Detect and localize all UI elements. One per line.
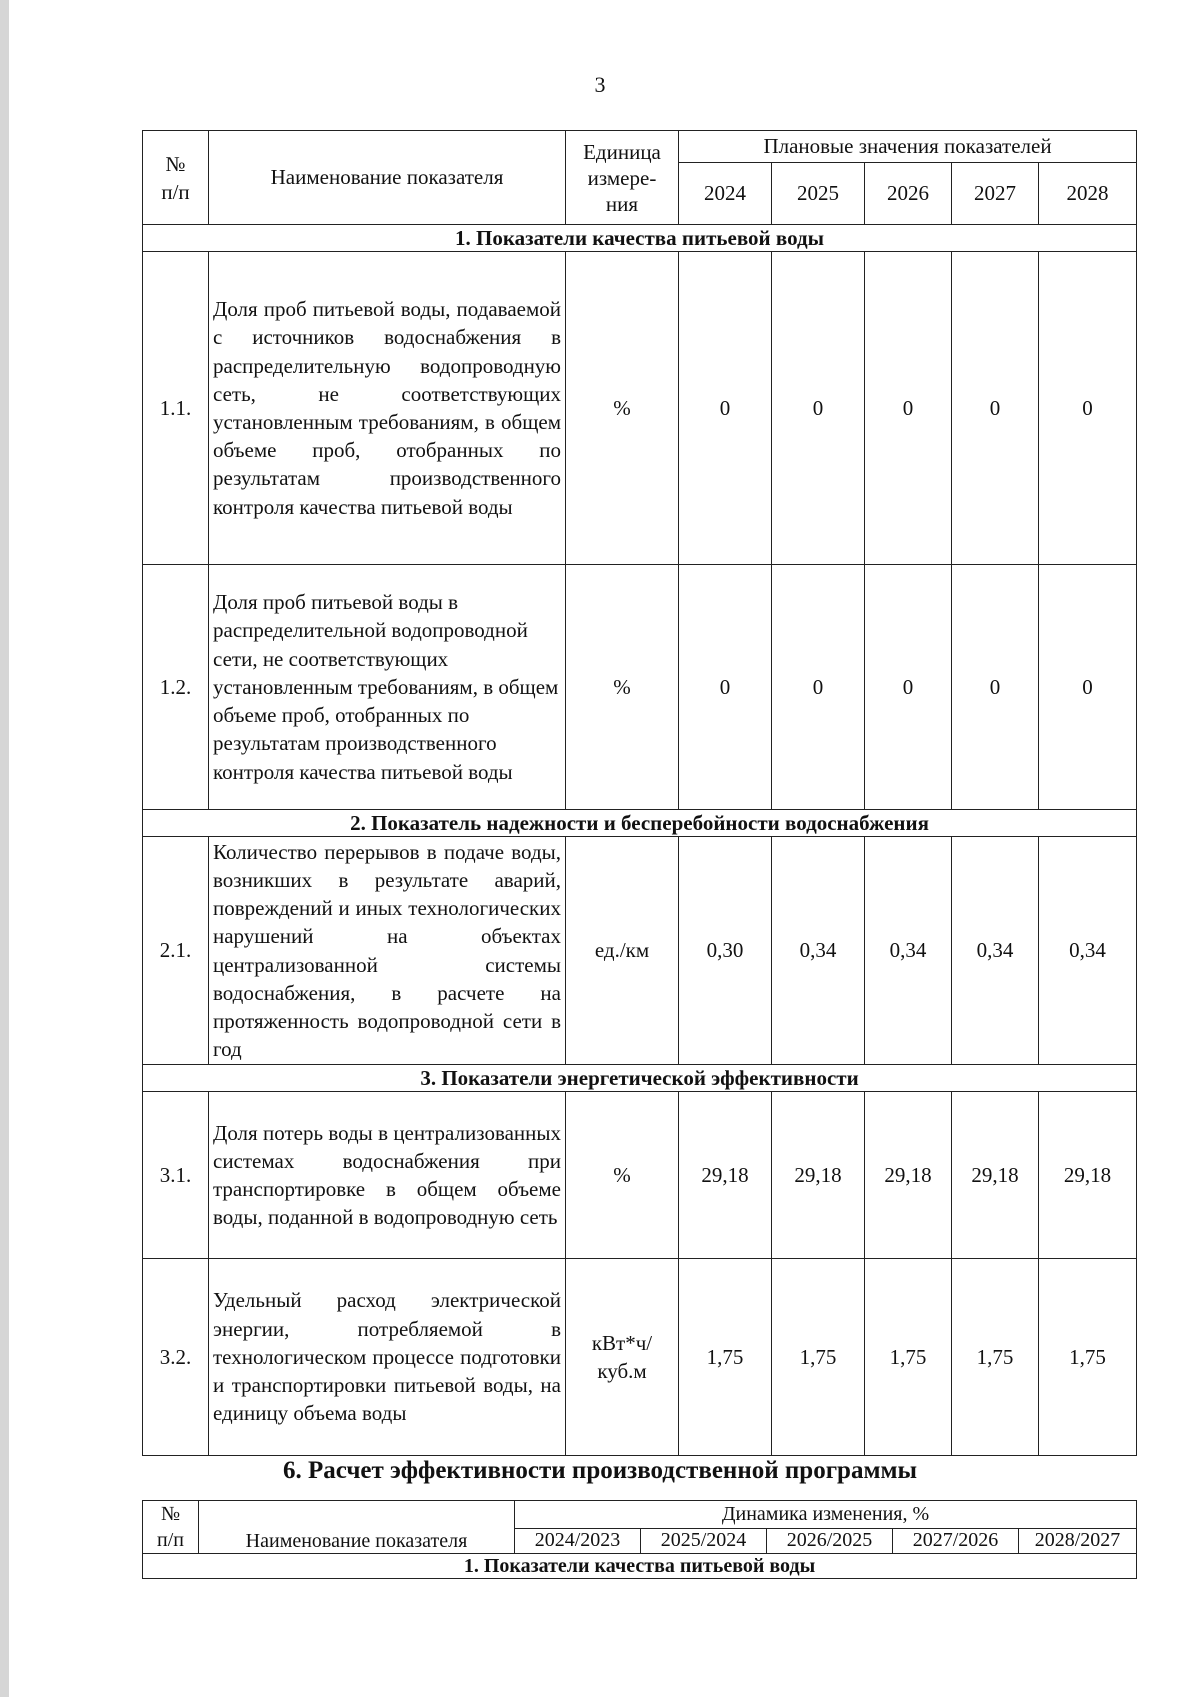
header-name: Наименование показателя	[199, 1501, 515, 1554]
value: 29,18	[952, 1092, 1039, 1259]
header-year: 2027	[952, 163, 1039, 225]
value: 29,18	[772, 1092, 865, 1259]
unit: %	[566, 1092, 679, 1259]
unit: %	[566, 252, 679, 565]
header-period: 2028/2027	[1019, 1528, 1137, 1553]
efficiency-table	[142, 1500, 1137, 1579]
unit: ед./км	[566, 837, 679, 1065]
header-period: 2027/2026	[893, 1528, 1019, 1553]
value: 0	[865, 565, 952, 810]
value: 0,34	[772, 837, 865, 1065]
indicator-name: Доля потерь воды в централизованных системах водоснабжения при транспортировке в общем объеме воды, поданной в водопроводную сеть	[209, 1092, 566, 1259]
indicator-name: Доля проб питьевой воды, подаваемой с источников водоснабжения в распределительную водопроводную сеть, не соответствующих установленным требованиям, в общем объеме проб, отобранных по результатам производственного контроля качества питьевой воды	[209, 252, 566, 565]
planned-indicators-table	[142, 130, 1137, 1456]
value: 0	[865, 252, 952, 565]
section-6-title: 6. Расчет эффективности производственной программы	[282, 1457, 918, 1484]
table-row	[143, 565, 1137, 810]
value: 29,18	[865, 1092, 952, 1259]
row-number: 3.2.	[143, 1259, 209, 1456]
value: 0	[952, 565, 1039, 810]
header-planned: Плановые значения показателей	[679, 131, 1137, 163]
scan-edge	[0, 0, 9, 1697]
section-title: 2. Показатель надежности и бесперебойности водоснабжения	[143, 810, 1137, 837]
header-unit: Единица измере- ния	[566, 131, 679, 225]
value: 29,18	[1039, 1092, 1137, 1259]
indicator-name: Доля проб питьевой воды в распределительной водопроводной сети, не соответствующих установленным требованиям, в общем объеме проб, отобранных по результатам производственного контроля качества питьевой воды	[209, 565, 566, 810]
header-name: Наименование показателя	[209, 131, 566, 225]
value: 0,30	[679, 837, 772, 1065]
value: 0	[952, 252, 1039, 565]
row-number: 3.1.	[143, 1092, 209, 1259]
value: 1,75	[865, 1259, 952, 1456]
value: 0	[772, 565, 865, 810]
value: 1,75	[772, 1259, 865, 1456]
table-row	[143, 252, 1137, 565]
header-year: 2028	[1039, 163, 1137, 225]
header-year: 2024	[679, 163, 772, 225]
header-year: 2025	[772, 163, 865, 225]
section-title: 3. Показатели энергетической эффективности	[143, 1065, 1137, 1092]
value: 0,34	[952, 837, 1039, 1065]
section-title: 1. Показатели качества питьевой воды	[143, 225, 1137, 252]
header-period: 2024/2023	[515, 1528, 641, 1553]
table-row	[143, 837, 1137, 1065]
value: 1,75	[679, 1259, 772, 1456]
unit: кВт*ч/ куб.м	[566, 1259, 679, 1456]
value: 1,75	[952, 1259, 1039, 1456]
row-number: 1.2.	[143, 565, 209, 810]
indicator-name: Количество перерывов в подаче воды, возникших в результате аварий, повреждений и иных технологических нарушений на объектах централизованной системы водоснабжения, в расчете на протяженность водопроводной сети в год	[209, 837, 566, 1065]
value: 0,34	[865, 837, 952, 1065]
value: 1,75	[1039, 1259, 1137, 1456]
header-num: № п/п	[143, 131, 209, 225]
indicator-name: Удельный расход электрической энергии, потребляемой в технологическом процессе подготовки и транспортировки питьевой воды, на единицу объема воды	[209, 1259, 566, 1456]
table-row	[143, 1259, 1137, 1456]
value: 0	[772, 252, 865, 565]
section-title: 1. Показатели качества питьевой воды	[143, 1554, 1137, 1579]
header-num: № п/п	[143, 1501, 199, 1554]
value: 0	[679, 252, 772, 565]
header-period: 2026/2025	[767, 1528, 893, 1553]
unit: %	[566, 565, 679, 810]
value: 0	[1039, 565, 1137, 810]
table-row	[143, 1092, 1137, 1259]
value: 0	[1039, 252, 1137, 565]
header-year: 2026	[865, 163, 952, 225]
row-number: 1.1.	[143, 252, 209, 565]
header-period: 2025/2024	[641, 1528, 767, 1553]
value: 29,18	[679, 1092, 772, 1259]
page-number: 3	[594, 72, 606, 97]
value: 0	[679, 565, 772, 810]
header-dynamics: Динамика изменения, %	[515, 1501, 1137, 1529]
row-number: 2.1.	[143, 837, 209, 1065]
value: 0,34	[1039, 837, 1137, 1065]
